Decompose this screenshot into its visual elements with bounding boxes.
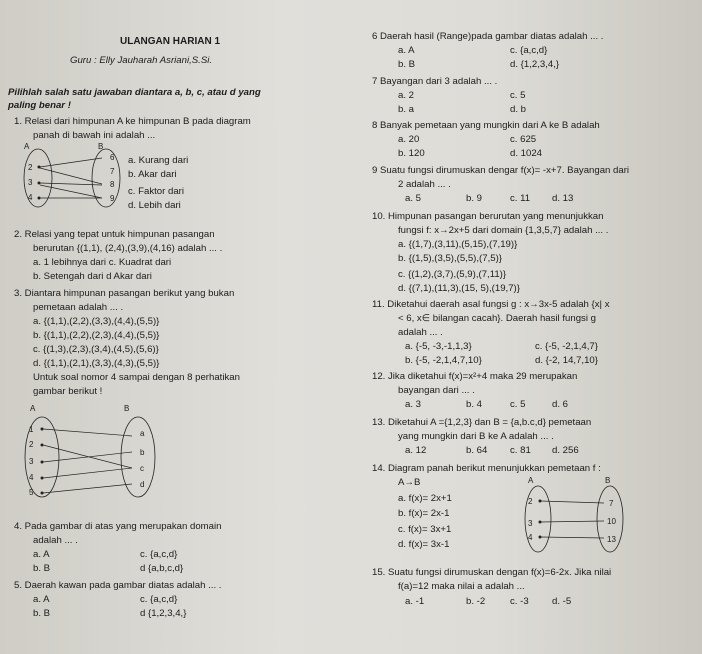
q4-8-instruction-2: gambar berikut !	[33, 386, 103, 397]
q7-option-c: c. 5	[510, 90, 526, 101]
q10-option-c: c. {(1,2),(3,7),(5,9),(7,11)}	[398, 269, 507, 280]
q14-option-a: a. f(x)= 2x+1	[398, 493, 452, 504]
q10-option-d: d. {(7,1),(11,3),(15, 5),(19,7)}	[398, 283, 520, 294]
q7-option-d: d. b	[510, 104, 527, 115]
q1-label-a: A	[24, 142, 30, 151]
q10-text-2: fungsi f: x→2x+5 dari domain {1,3,5,7} adalah ... .	[398, 225, 609, 236]
q4-option-b: b. B	[33, 563, 51, 574]
q14-option-d: d. f(x)= 3x-1	[398, 539, 450, 550]
q14-a-1: 3	[528, 519, 533, 528]
q2-text-1: 2. Relasi yang tepat untuk himpunan pasangan	[14, 229, 215, 240]
q14-option-c: c. f(x)= 3x+1	[398, 524, 452, 535]
q14-text-2: A→B	[398, 477, 421, 488]
q14-label-b: B	[605, 476, 611, 485]
q8-option-a: a. 20	[398, 134, 420, 145]
q14-b-2: 13	[607, 535, 616, 544]
q8-text: 8 Banyak pemetaan yang mungkin dari A ke B adalah	[372, 120, 600, 131]
instructions-line-1: Pilihlah salah satu jawaban diantara a, b, c, atau d yang	[8, 87, 261, 98]
q1-text-1: 1. Relasi dari himpunan A ke himpunan B pada diagram	[14, 116, 251, 127]
q11-option-b: b. {-5, -2,1,4,7,10}	[405, 355, 482, 366]
q12-option-b: b. 4	[466, 399, 483, 410]
q4-8-b-3: d	[140, 480, 145, 489]
q3-option-d: d. {(1,1),(2,1),(3,3),(4,3),(5,5)}	[33, 358, 160, 369]
q3-option-c: c. {(1,3),(2,3),(3,4),(4,5),(5,6)}	[33, 344, 159, 355]
q1-option-c: c. Faktor dari	[128, 186, 184, 197]
q11-option-d: d. {-2, 14,7,10}	[535, 355, 598, 366]
q4-8-arrow-diagram	[14, 402, 204, 502]
q9-option-c: c. 11	[510, 193, 531, 204]
q5-option-a: a. A	[33, 594, 50, 605]
q1-a-1: 3	[28, 178, 33, 187]
exam-title: ULANGAN HARIAN 1	[120, 36, 220, 47]
q14-a-2: 4	[528, 533, 533, 542]
q8-option-b: b. 120	[398, 148, 425, 159]
q8-option-d: d. 1024	[510, 148, 543, 159]
q1-a-0: 2	[28, 163, 33, 172]
q4-text-1: 4. Pada gambar di atas yang merupakan domain	[14, 521, 222, 532]
q12-option-d: d. 6	[552, 399, 569, 410]
q14-option-b: b. f(x)= 2x-1	[398, 508, 450, 519]
q1-option-a: a. Kurang dari	[128, 155, 189, 166]
q1-arrow-diagram	[20, 140, 225, 208]
q13-option-a: a. 12	[405, 445, 427, 456]
q1-option-b: b. Akar dari	[128, 169, 177, 180]
q6-option-a: a. A	[398, 45, 415, 56]
q3-text-1: 3. Diantara himpunan pasangan berikut yang bukan	[14, 288, 235, 299]
q15-text-1: 15. Suatu fungsi dirumuskan dengan f(x)=6-2x. Jika nilai	[372, 567, 612, 578]
q4-8-a-3: 4	[29, 473, 34, 482]
q1-b-0: 6	[110, 153, 115, 162]
q11-text-1: 11. Diketahui daerah asal fungsi g : x→3x-5 adalah {x| x	[372, 299, 610, 310]
q13-text-1: 13. Diketahui A ={1,2,3} dan B = {a,b.c,d} pemetaan	[372, 417, 592, 428]
q15-option-b: b. -2	[466, 596, 486, 607]
q13-option-d: d. 256	[552, 445, 579, 456]
q4-8-instruction-1: Untuk soal nomor 4 sampai dengan 8 perhatikan	[33, 372, 240, 383]
q6-option-b: b. B	[398, 59, 416, 70]
q1-b-3: 9	[110, 194, 115, 203]
q2-option-b-d: b. Setengah dari d Akar dari	[33, 271, 152, 282]
q11-text-3: adalah ... .	[398, 327, 443, 338]
q3-option-a: a. {(1,1),(2,2),(3,3),(4,4),(5,5)}	[33, 316, 160, 327]
q4-8-a-4: 5	[29, 488, 34, 497]
q11-text-2: < 6, x∈ bilangan cacah}. Daerah hasil fungsi g	[398, 313, 596, 324]
q6-option-c: c. {a,c,d}	[510, 45, 548, 56]
q3-option-b: b. {(1,1),(2,2),(2,3),(4,4),(5,5)}	[33, 330, 160, 341]
q14-label-a: A	[528, 476, 534, 485]
q1-a-2: 4	[28, 193, 33, 202]
q14-b-0: 7	[609, 499, 614, 508]
q9-option-a: a. 5	[405, 193, 422, 204]
q14-arrow-diagram	[520, 474, 640, 556]
q4-8-b-1: b	[140, 448, 145, 457]
q12-text-1: 12. Jika diketahui f(x)=x²+4 maka 29 merupakan	[372, 371, 578, 382]
q14-a-0: 2	[528, 497, 533, 506]
q15-option-d: d. -5	[552, 596, 572, 607]
q5-option-c: c. {a,c,d}	[140, 594, 178, 605]
q11-option-a: a. {-5, -3,-1,1,3}	[405, 341, 472, 352]
q13-text-2: yang mungkin dari B ke A adalah ... .	[398, 431, 554, 442]
q5-option-b: b. B	[33, 608, 51, 619]
q1-option-d: d. Lebih dari	[128, 200, 181, 211]
q2-text-2: berurutan {(1,1), (2,4),(3,9),(4,16) adalah ... .	[33, 243, 223, 254]
q8-option-c: c. 625	[510, 134, 537, 145]
q4-option-d: d {a,b,c,d}	[140, 563, 184, 574]
q12-option-a: a. 3	[405, 399, 422, 410]
q4-8-label-a: A	[30, 404, 36, 413]
q13-option-b: b. 64	[466, 445, 488, 456]
q1-b-2: 8	[110, 180, 115, 189]
q5-text-1: 5. Daerah kawan pada gambar diatas adalah ... .	[14, 580, 222, 591]
q4-text-2: adalah ... .	[33, 535, 78, 546]
q4-8-a-2: 3	[29, 457, 34, 466]
q9-option-b: b. 9	[466, 193, 483, 204]
q7-text: 7 Bayangan dari 3 adalah ... .	[372, 76, 498, 87]
q3-text-2: pemetaan adalah ... .	[33, 302, 124, 313]
q15-option-a: a. -1	[405, 596, 425, 607]
q10-text-1: 10. Himpunan pasangan berurutan yang menunjukkan	[372, 211, 604, 222]
q4-option-a: a. A	[33, 549, 50, 560]
q12-text-2: bayangan dari ... .	[398, 385, 475, 396]
q4-8-label-b: B	[124, 404, 130, 413]
q4-8-a-0: 1	[29, 425, 34, 434]
q7-option-a: a. 2	[398, 90, 415, 101]
q4-8-b-2: c	[140, 464, 144, 473]
q9-text-1: 9 Suatu fungsi dirumuskan dengar f(x)= -x+7. Bayangan dari	[372, 165, 630, 176]
q15-option-c: c. -3	[510, 596, 529, 607]
q7-option-b: b. a	[398, 104, 415, 115]
q5-option-d: d {1,2,3,4,}	[140, 608, 187, 619]
q1-text-2: panah di bawah ini adalah ...	[33, 130, 156, 141]
q9-text-2: 2 adalah ... .	[398, 179, 451, 190]
q6-text: 6 Daerah hasil (Range)pada gambar diatas adalah ... .	[372, 31, 604, 42]
q2-option-a-c: a. 1 lebihnya dari c. Kuadrat dari	[33, 257, 172, 268]
q13-option-c: c. 81	[510, 445, 531, 456]
q10-option-b: b. {(1,5),(3,5),(5,5),(7,5)}	[398, 253, 502, 264]
q4-option-c: c. {a,c,d}	[140, 549, 178, 560]
q10-option-a: a. {(1,7),(3,11),(5,15),(7,19)}	[398, 239, 518, 250]
q6-option-d: d. {1,2,3,4,}	[510, 59, 560, 70]
teacher-name: Guru : Elly Jauharah Asriani,S.Si.	[70, 55, 213, 66]
q4-8-b-0: a	[140, 429, 145, 438]
q4-8-a-1: 2	[29, 440, 34, 449]
q14-text-1: 14. Diagram panah berikut menunjukkan pemetaan f :	[372, 463, 601, 474]
q1-label-b: B	[98, 142, 104, 151]
q9-option-d: d. 13	[552, 193, 574, 204]
q11-option-c: c. {-5, -2,1,4,7}	[535, 341, 598, 352]
instructions-line-2: paling benar !	[8, 100, 71, 111]
q12-option-c: c. 5	[510, 399, 526, 410]
q1-b-1: 7	[110, 167, 115, 176]
q14-b-1: 10	[607, 517, 616, 526]
q15-text-2: f(a)=12 maka nilai a adalah ...	[398, 581, 525, 592]
